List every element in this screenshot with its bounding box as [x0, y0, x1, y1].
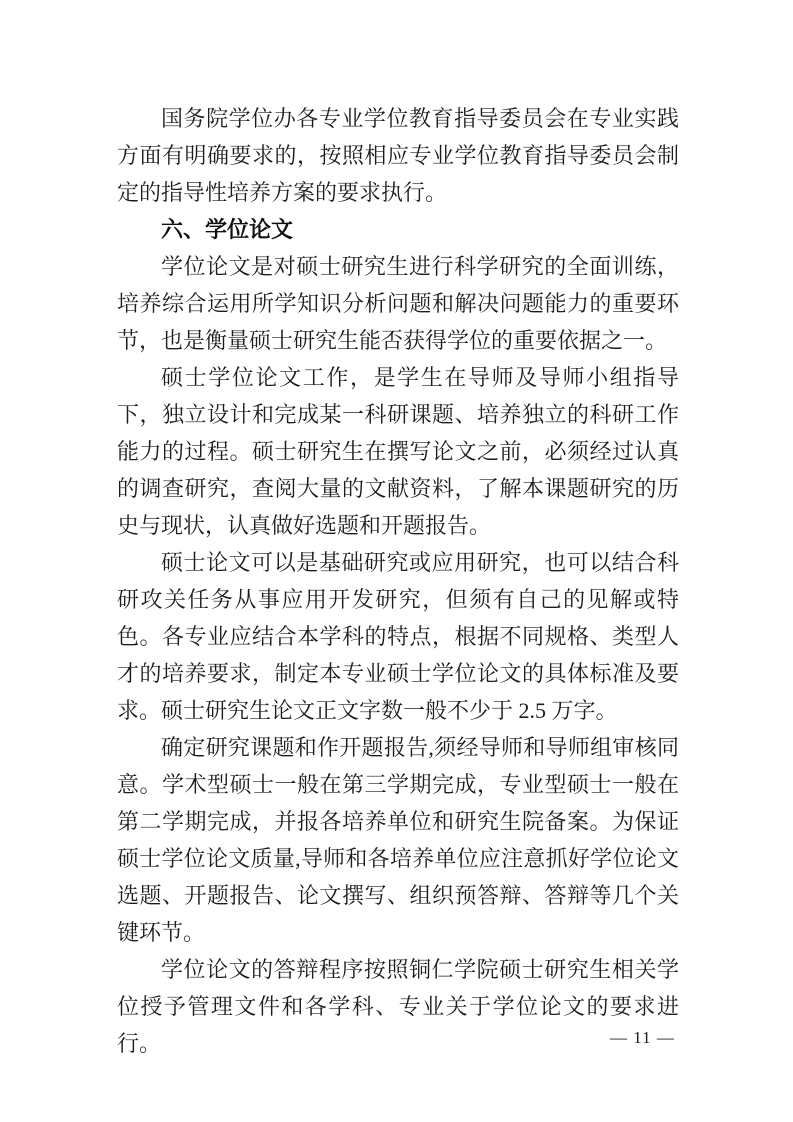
paragraph: 硕士论文可以是基础研究或应用研究，也可以结合科研攻关任务从事应用开发研究，但须有自己的见解或特色。各专业应结合本学科的特点，根据不同规格、类型人才的培养要求，制定本专业硕士学位论文的具体标准及要求。硕士研究生论文正文字数一般不少于 2.5 万字。 [117, 550, 679, 723]
paragraph: 学位论文是对硕士研究生进行科学研究的全面训练，培养综合运用所学知识分析问题和解决问题能力的重要环节，也是衡量硕士研究生能否获得学位的重要依据之一。 [117, 254, 679, 353]
page-number: — 11 — [610, 1028, 675, 1047]
document-body [117, 100, 679, 1062]
paragraph: 确定研究课题和作开题报告,须经导师和导师组审核同意。学术型硕士一般在第三学期完成，专业型硕士一般在第二学期完成，并报各培养单位和研究生院备案。为保证硕士学位论文质量,导师和各培养单位应注意抓好学位论文选题、开题报告、论文撰写、组织预答辩、答辩等几个关键环节。 [117, 735, 679, 945]
section-heading: 六、学位论文 [161, 217, 294, 242]
paragraph: 硕士学位论文工作，是学生在导师及导师小组指导下，独立设计和完成某一科研课题、培养独立的科研工作能力的过程。硕士研究生在撰写论文之前，必须经过认真的调查研究，查阅大量的文献资料，了解本课题研究的历史与现状，认真做好选题和开题报告。 [117, 365, 679, 538]
paragraph: 学位论文的答辩程序按照铜仁学院硕士研究生相关学位授予管理文件和各学科、专业关于学位论文的要求进行。 [117, 957, 679, 1056]
paragraph: 国务院学位办各专业学位教育指导委员会在专业实践方面有明确要求的，按照相应专业学位教育指导委员会制定的指导性培养方案的要求执行。 [117, 106, 679, 205]
